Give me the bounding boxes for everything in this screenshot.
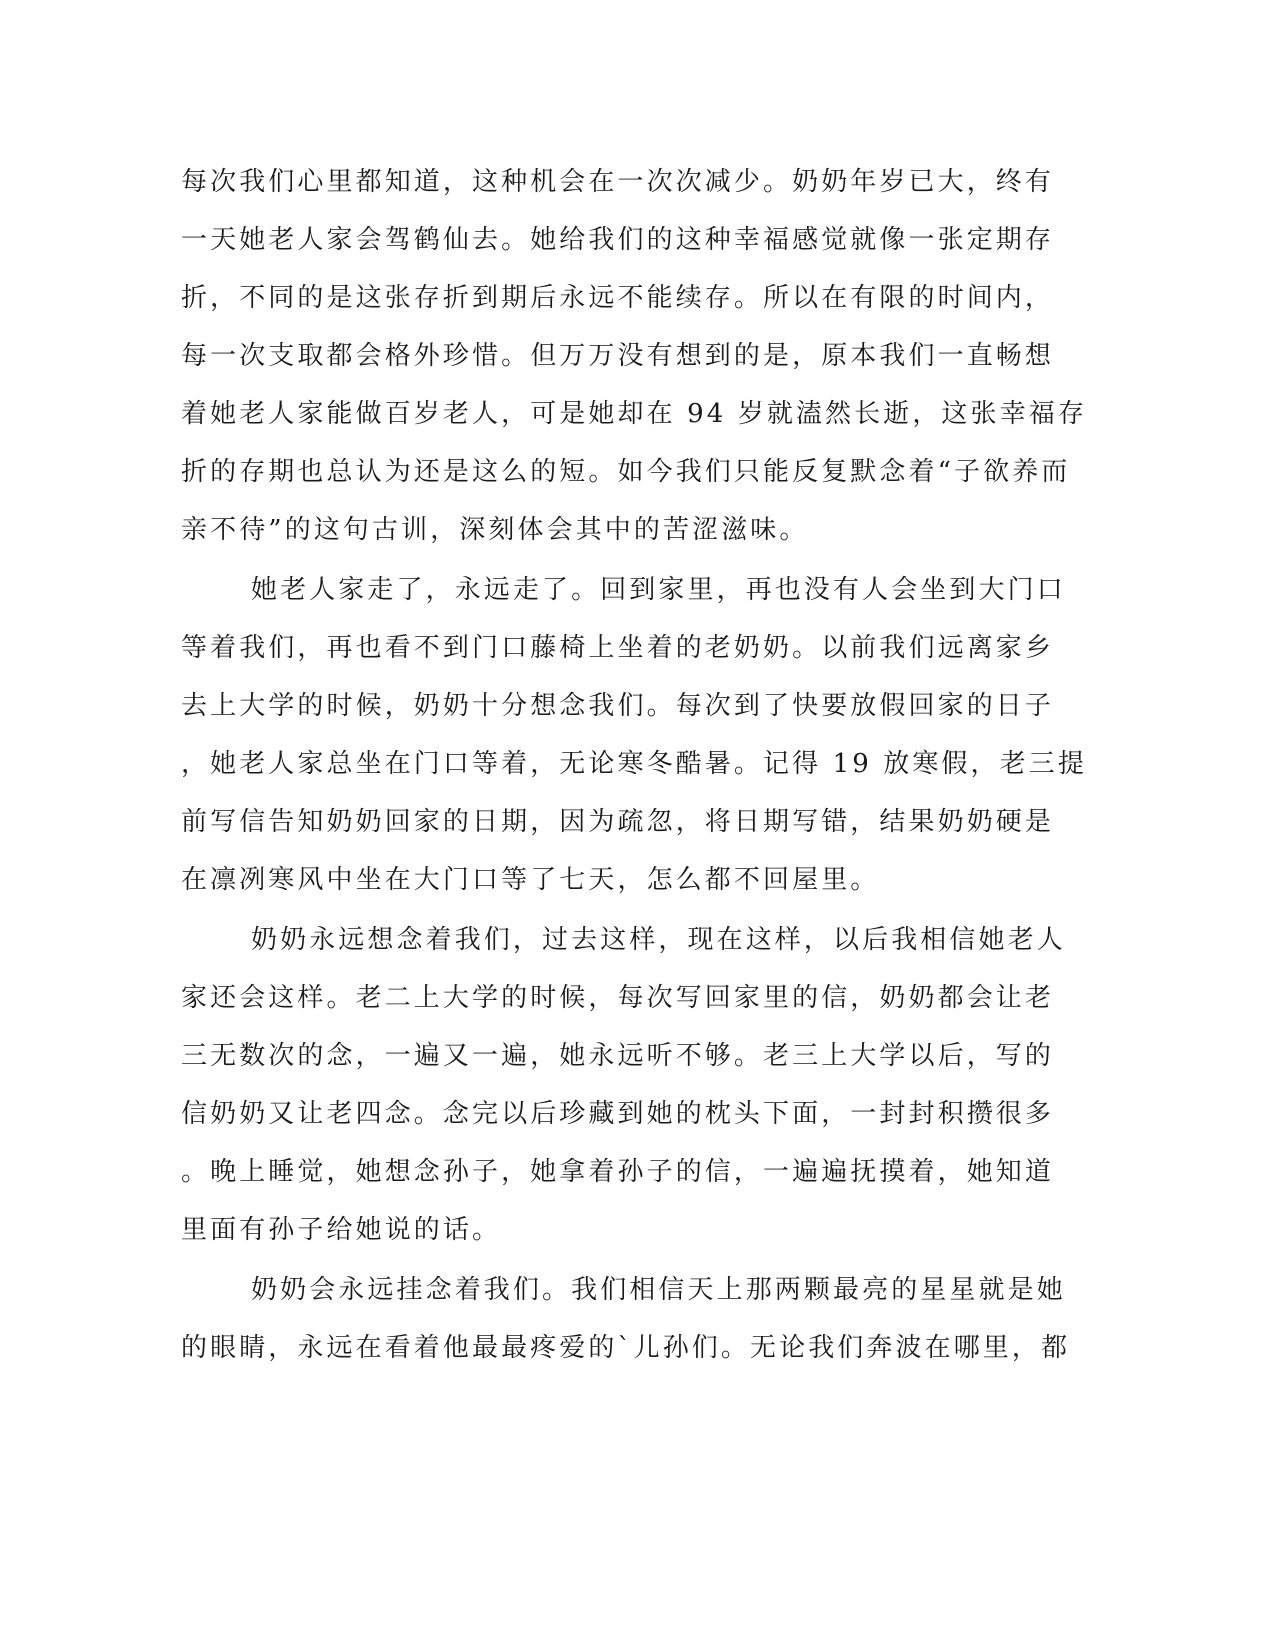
text-line: 每次我们心里都知道，这种机会在一次次减少。奶奶年岁已大，终有 — [181, 167, 1055, 197]
text-line: 。晚上睡觉，她想念孙子，她拿着孙子的信，一遍遍抚摸着，她知道 — [181, 1157, 1055, 1187]
text-line: 亲不待”的这句古训，深刻体会其中的苦涩滋味。 — [181, 515, 809, 545]
text-line: 奶奶永远想念着我们，过去这样，现在这样，以后我相信她老人 — [251, 925, 1066, 955]
text-line: 三无数次的念，一遍又一遍，她永远听不够。老三上大学以后，写的 — [181, 1041, 1055, 1071]
text-line: 里面有孙子给她说的话。 — [181, 1215, 502, 1245]
text-line: 信奶奶又让老四念。念完以后珍藏到她的枕头下面，一封封积攒很多 — [181, 1099, 1055, 1129]
text-line: 去上大学的时候，奶奶十分想念我们。每次到了快要放假回家的日子 — [181, 691, 1055, 721]
text-line: 在凛冽寒风中坐在大门口等了七天，怎么都不回屋里。 — [181, 865, 880, 895]
text-line: 着她老人家能做百岁老人，可是她却在 94 岁就溘然长逝，这张幸福存 — [181, 399, 1087, 429]
text-line: 折的存期也总认为还是这么的短。如今我们只能反复默念着“子欲养而 — [181, 457, 1071, 487]
text-line: 折，不同的是这张存折到期后永远不能续存。所以在有限的时间内， — [181, 283, 1055, 313]
text-line: 的眼睛，永远在看着他最最疼爱的`儿孙们。无论我们奔波在哪里，都 — [181, 1333, 1071, 1363]
text-line: 一天她老人家会驾鹤仙去。她给我们的这种幸福感觉就像一张定期存 — [181, 225, 1055, 255]
text-line: 等着我们，再也看不到门口藤椅上坐着的老奶奶。以前我们远离家乡 — [181, 633, 1055, 663]
text-line: 她老人家走了，永远走了。回到家里，再也没有人会坐到大门口 — [251, 575, 1066, 605]
text-line: 前写信告知奶奶回家的日期，因为疏忽，将日期写错，结果奶奶硬是 — [181, 807, 1055, 837]
text-line: ，她老人家总坐在门口等着，无论寒冬酷暑。记得 19 放寒假，老三提 — [181, 749, 1087, 779]
text-line: 每一次支取都会格外珍惜。但万万没有想到的是，原本我们一直畅想 — [181, 341, 1055, 371]
text-line: 家还会这样。老二上大学的时候，每次写回家里的信，奶奶都会让老 — [181, 983, 1055, 1013]
text-line: 奶奶会永远挂念着我们。我们相信天上那两颗最亮的星星就是她 — [251, 1275, 1066, 1305]
